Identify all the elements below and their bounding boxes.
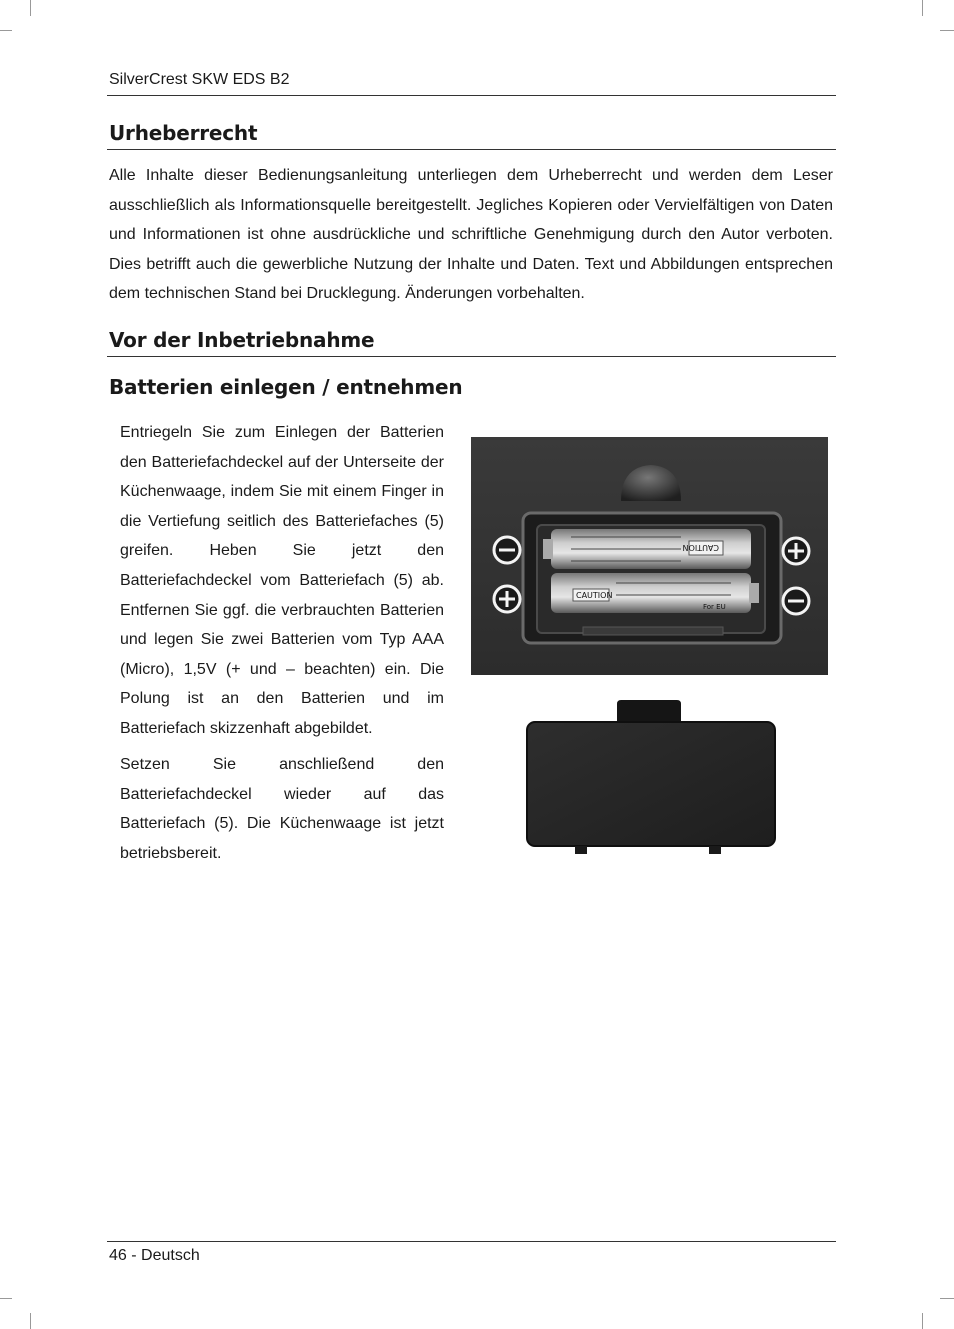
cover-body [527, 722, 775, 846]
crop-mark [922, 0, 923, 16]
batteries-paragraph-1: Entriegeln Sie zum Einlegen der Batterien den Batteriefachdeckel auf der Unterseite der Küchenwaage, indem Sie mit einem Finger in die Vertiefung seitlich des Batteriefaches (5) greifen. Heben Sie jetzt den Batteriefachdeckel vom Batteriefach (5) ab. Entfernen Sie ggf. die verbrauchten Batterien und legen Sie zwei Batterien vom Typ AAA (Micro), 1,5V (+ und – beachten) ein. Die Polung ist an den Batterien und im Batteriefach skizzenhaft abgebildet. [120, 424, 444, 737]
section-rule [107, 149, 836, 150]
minus-icon [783, 588, 809, 614]
footer-rule [107, 1241, 836, 1242]
heading-copyright: Urheberrecht [109, 121, 258, 145]
crop-mark [0, 30, 12, 31]
copyright-paragraph: Alle Inhalte dieser Bedienungsanleitung unterliegen dem Urheberrecht und werden dem Leser ausschließlich als Informationsquelle bereitgestellt. Jegliches Kopieren oder Vervielfältigen von Daten und Informationen ist ohne ausdrückliche und schriftliche Genehmigung durch den Autor verboten. Dies betrifft auch die gewerbliche Nutzung der Inhalte und Daten. Text und Abbildungen entsprechen dem technischen Stand bei Drucklegung. Änderungen vorbehalten. [109, 167, 833, 303]
section-rule [107, 356, 836, 357]
crop-mark [922, 1313, 923, 1329]
minus-icon [494, 537, 520, 563]
crop-mark [30, 1313, 31, 1329]
crop-mark [30, 0, 31, 16]
crop-mark [940, 1298, 954, 1299]
battery-top [543, 529, 751, 569]
plus-icon [783, 538, 809, 564]
header-rule [107, 95, 836, 96]
cover-latch [617, 700, 681, 722]
heading-before-use: Vor der Inbetriebnahme [109, 328, 375, 352]
battery-cover-photo [525, 700, 777, 858]
battery-bottom [551, 573, 759, 613]
crop-mark [0, 1298, 12, 1299]
battery-top-caution-label: CAUTION [682, 543, 719, 552]
battery-compartment-photo [471, 437, 828, 675]
battery-bottom-caution-label: CAUTION [576, 591, 613, 600]
plus-icon [494, 586, 520, 612]
page-number: 46 - Deutsch [109, 1247, 200, 1264]
page-header-title: SilverCrest SKW EDS B2 [109, 71, 290, 88]
crop-mark [940, 30, 954, 31]
heading-batteries: Batterien einlegen / entnehmen [109, 375, 463, 399]
batteries-paragraph-2: Setzen Sie anschließend den Batteriefachdeckel wieder auf das Batteriefach (5). Die Küchenwaage ist jetzt betriebsbereit. [120, 756, 444, 862]
battery-bottom-eu-label: For EU [703, 603, 726, 611]
